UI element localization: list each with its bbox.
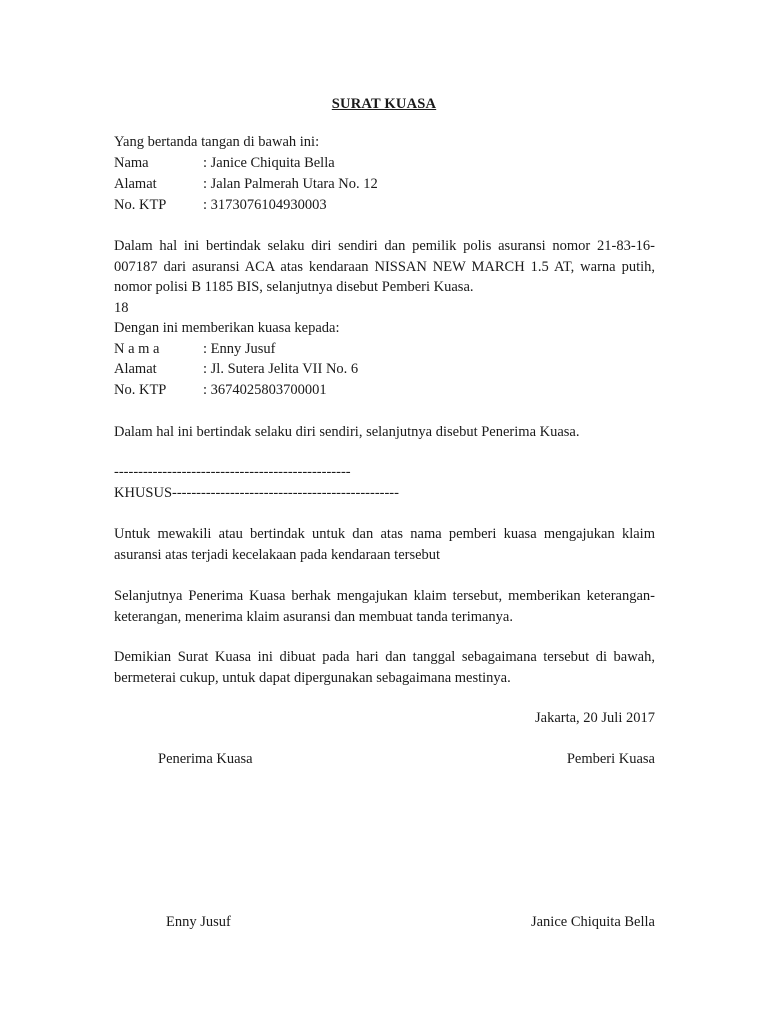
pemberi-nama-label: Nama xyxy=(114,155,149,171)
pemberi-ktp-value: : 3173076104930003 xyxy=(203,197,327,213)
penerima-ktp-value: : 3674025803700001 xyxy=(203,382,327,398)
penerima-nama-value: : Enny Jusuf xyxy=(203,341,276,357)
penerima-kuasa-label: Penerima Kuasa xyxy=(158,751,253,767)
paragraph-klaim: Untuk mewakili atau bertindak untuk dan atas nama pemberi kuasa mengajukan klaim asuransi atas terjadi kecelakaan pada kendaraan tersebut xyxy=(114,526,655,563)
pemberi-kuasa-label: Pemberi Kuasa xyxy=(566,751,655,767)
penerima-alamat-label: Alamat xyxy=(114,361,157,377)
document-title: SURAT KUASA xyxy=(331,96,437,112)
intro-text: Yang bertanda tangan di bawah ini: xyxy=(114,134,320,150)
stray-number: 18 xyxy=(114,300,129,316)
pemberi-nama-value: : Janice Chiquita Bella xyxy=(203,155,335,171)
kepada-text: Dengan ini memberikan kuasa kepada: xyxy=(114,320,340,336)
penerima-alamat-value: : Jl. Sutera Jelita VII No. 6 xyxy=(203,361,359,377)
khusus-line: KHUSUS----------------------------------------------- xyxy=(114,485,399,501)
penerima-nama-label: N a m a xyxy=(114,341,160,357)
penerima-signature-name: Enny Jusuf xyxy=(166,914,231,930)
paragraph-penutup: Demikian Surat Kuasa ini dibuat pada hari dan tanggal sebagaimana tersebut di bawah, bermeterai cukup, untuk dapat dipergunakan sebagaimana mestinya. xyxy=(114,649,655,686)
paragraph-hak: Selanjutnya Penerima Kuasa berhak mengajukan klaim tersebut, memberikan keterangan-keterangan, menerima klaim asuransi dan membuat tanda terimanya. xyxy=(114,588,655,625)
penerima-ktp-label: No. KTP xyxy=(114,382,167,398)
paragraph-pemberi-kuasa: Dalam hal ini bertindak selaku diri sendiri dan pemilik polis asuransi nomor 21-83-16-007187 dari asuransi ACA atas kendaraan NISSAN NEW MARCH 1.5 AT, warna putih, nomor polisi B 1185 BIS, selanjutnya disebut Pemberi Kuasa. xyxy=(114,238,655,295)
paragraph-penerima-kuasa: Dalam hal ini bertindak selaku diri sendiri, selanjutnya disebut Penerima Kuasa. xyxy=(114,424,580,440)
place-date: Jakarta, 20 Juli 2017 xyxy=(534,710,655,726)
pemberi-ktp-label: No. KTP xyxy=(114,197,167,213)
dash-line: ------------------------------------------------- xyxy=(114,464,351,480)
pemberi-alamat-value: : Jalan Palmerah Utara No. 12 xyxy=(203,176,378,192)
pemberi-signature-name: Janice Chiquita Bella xyxy=(530,914,655,930)
pemberi-alamat-label: Alamat xyxy=(114,176,157,192)
